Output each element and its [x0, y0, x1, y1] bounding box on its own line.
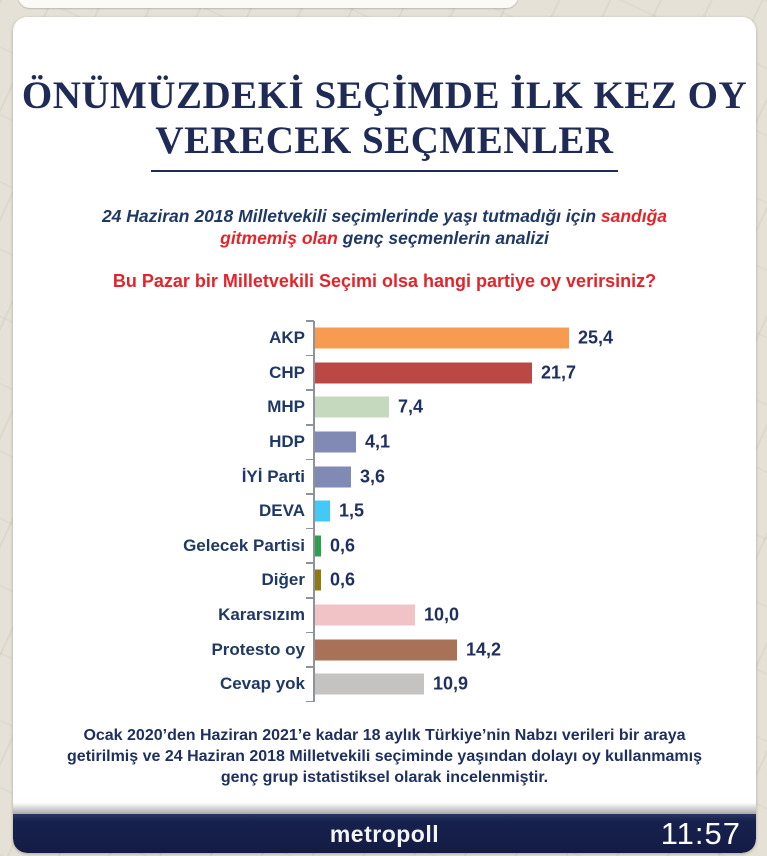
category-label: Cevap yok — [219, 674, 305, 694]
bar-gelecek-partisi — [315, 535, 321, 556]
subtitle-highlight-red: sandığa — [600, 206, 668, 226]
bar-chp — [315, 362, 532, 383]
bar-chart — [13, 321, 756, 702]
axis-tick — [306, 320, 314, 322]
axis-tick — [306, 355, 314, 357]
survey-subtitle — [13, 205, 756, 249]
value-label: 0,6 — [330, 569, 356, 590]
value-label: 1,5 — [339, 500, 365, 521]
axis-tick — [306, 389, 314, 391]
chart-row — [13, 529, 756, 564]
value-label: 25,4 — [578, 327, 614, 348]
category-label: AKP — [269, 328, 305, 348]
title-line-2: VERECEK SEÇMENLER — [151, 118, 617, 172]
category-label: Diğer — [261, 570, 305, 590]
previous-message-bubble[interactable] — [18, 0, 518, 8]
subtitle-text: 24 Haziran 2018 Milletvekili seçimlerinde yaşı tutmadığı için — [101, 206, 601, 226]
axis-tick — [306, 597, 314, 599]
bar-i̇yi̇-parti — [315, 466, 351, 487]
value-label: 7,4 — [398, 396, 424, 417]
bar-mhp — [315, 397, 389, 418]
category-label: DEVA — [259, 501, 305, 521]
category-label: Kararsızım — [218, 605, 305, 625]
timestamp: 11:57 — [660, 815, 741, 851]
bar-kararsızım — [315, 605, 415, 626]
value-label: 10,0 — [424, 604, 460, 625]
chart-row — [13, 632, 756, 667]
axis-tick — [306, 701, 314, 703]
chart-row — [13, 598, 756, 633]
brand-footer-bar — [13, 814, 756, 853]
bar-diğer — [315, 570, 321, 591]
chart-row — [13, 563, 756, 598]
subtitle-highlight-red: gitmemiş olan — [220, 228, 343, 248]
category-label: İYİ Parti — [241, 466, 305, 486]
value-label: 14,2 — [466, 639, 502, 660]
brand-logo-text: metropoll — [329, 821, 440, 847]
bar-cevap-yok — [315, 674, 424, 695]
axis-tick — [306, 424, 314, 426]
chart-row — [13, 494, 756, 529]
axis-tick — [306, 528, 314, 530]
category-label: Gelecek Partisi — [183, 535, 305, 555]
axis-tick — [306, 632, 314, 634]
page-title — [13, 73, 756, 172]
bar-hdp — [315, 432, 356, 453]
category-label: HDP — [269, 432, 305, 452]
bar-akp — [315, 328, 569, 349]
chart-row — [13, 356, 756, 391]
value-label: 4,1 — [365, 431, 391, 452]
value-label: 21,7 — [541, 362, 577, 383]
category-label: MHP — [267, 397, 305, 417]
chart-row — [13, 667, 756, 702]
axis-tick — [306, 459, 314, 461]
poll-chart-image-message[interactable] — [13, 17, 756, 853]
axis-tick — [306, 562, 314, 564]
value-label: 10,9 — [433, 673, 469, 694]
axis-tick — [306, 493, 314, 495]
methodology-footnote: Ocak 2020’den Haziran 2021’e kadar 18 aylık Türkiye’nin Nabzı verileri bir araya getirilmiş ve 24 Haziran 2018 Milletvekili seçiminde yaşından dolayı oy kullanmamış genç grup istatistiksel olarak incelenmiştir. — [67, 727, 702, 786]
category-label: CHP — [269, 362, 305, 382]
chart-row — [13, 321, 756, 356]
category-label: Protesto oy — [211, 639, 305, 659]
survey-question: Bu Pazar bir Milletvekili Seçimi olsa hangi partiye oy verirsiniz? — [112, 271, 657, 291]
axis-tick — [306, 666, 314, 668]
chart-row — [13, 425, 756, 460]
value-label: 0,6 — [330, 535, 356, 556]
bar-protesto-oy — [315, 639, 457, 660]
chart-row — [13, 390, 756, 425]
gradient-divider — [13, 797, 756, 814]
title-line-1: ÖNÜMÜZDEKİ SEÇİMDE İLK KEZ OY — [21, 74, 748, 117]
value-label: 3,6 — [360, 466, 386, 487]
bar-deva — [315, 501, 330, 522]
chart-row — [13, 459, 756, 494]
subtitle-text: genç seçmenlerin analizi — [342, 228, 549, 248]
